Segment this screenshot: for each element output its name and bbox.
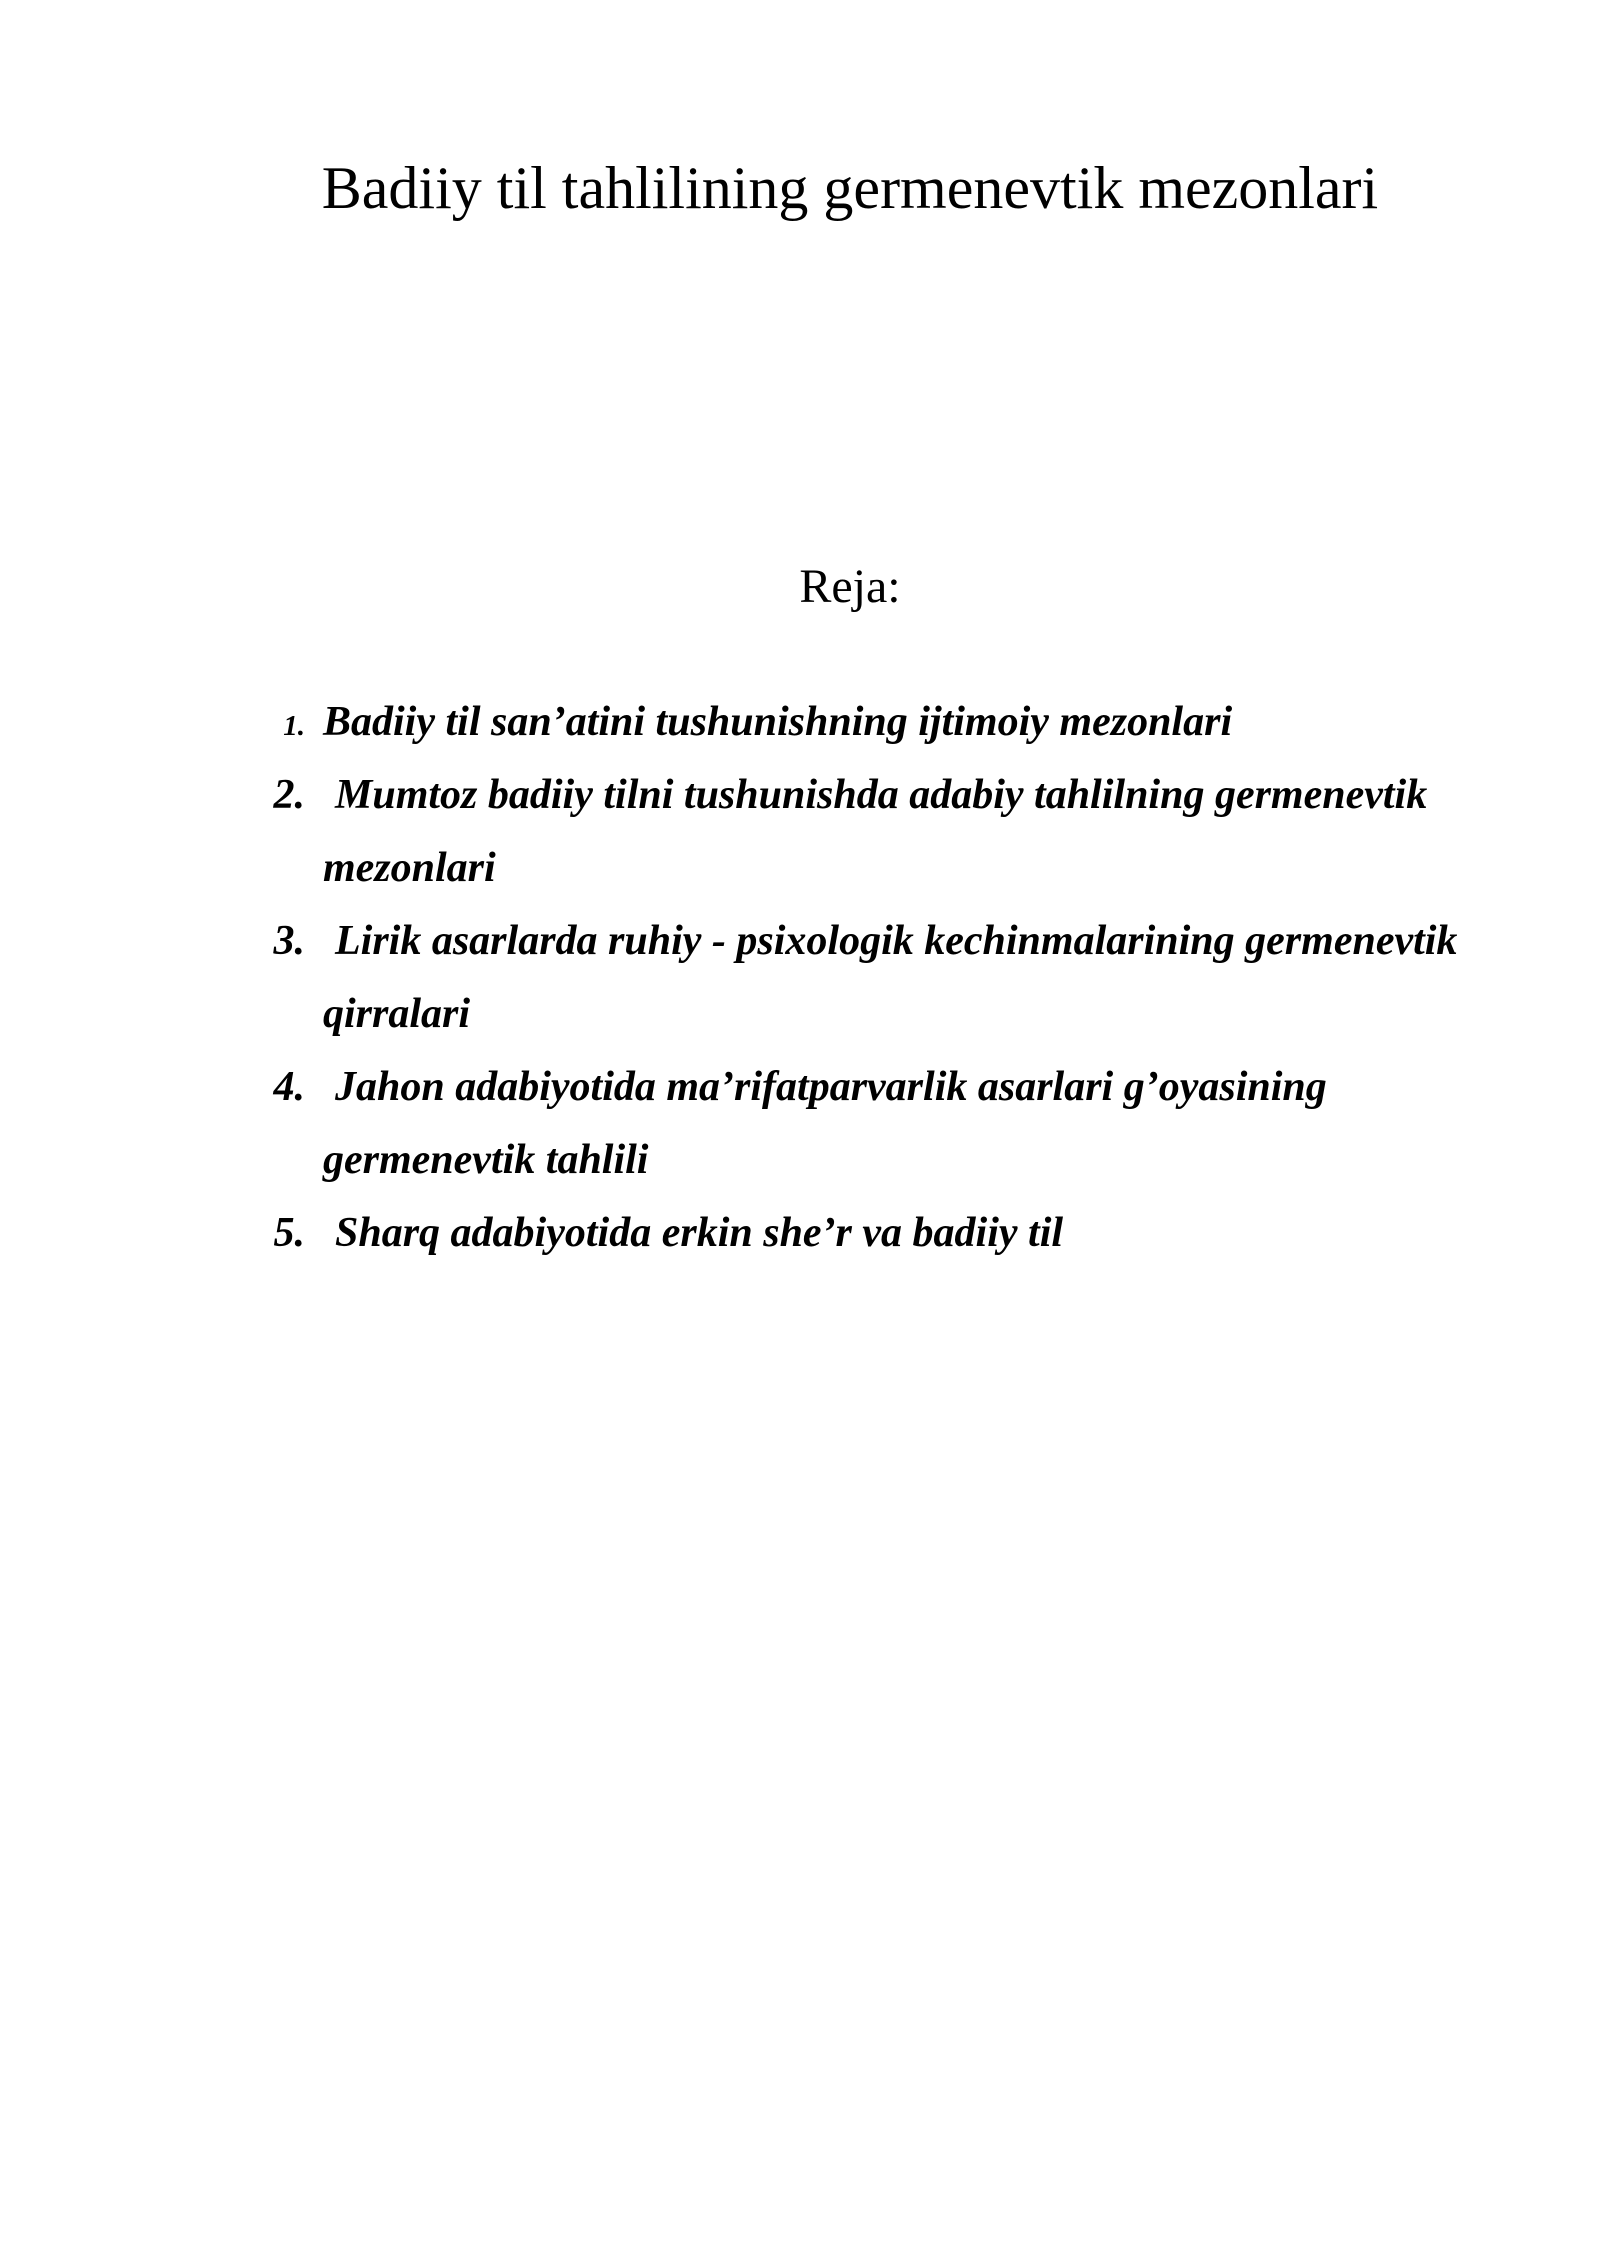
plan-item-text: Sharq adabiyotida erkin she’r va badiiy til — [335, 1210, 1064, 1256]
plan-item-number: 1. — [283, 710, 305, 742]
plan-item-number: 2. — [273, 772, 305, 818]
plan-item — [230, 1197, 1470, 1270]
plan-item-text: Mumtoz badiiy tilni tushunishda adabiy tahlilning germenevtik — [335, 772, 1428, 818]
plan-list — [230, 686, 1470, 1270]
plan-item — [230, 759, 1470, 905]
plan-item-text: mezonlari — [323, 845, 496, 891]
plan-item — [230, 905, 1470, 1051]
document-title: Badiiy til tahlilining germenevtik mezonlari — [321, 155, 1379, 221]
plan-item-text: qirralari — [323, 991, 471, 1037]
plan-item-number: 3. — [273, 918, 305, 964]
plan-item — [230, 686, 1470, 759]
plan-item — [230, 1051, 1470, 1197]
plan-item-text: Lirik asarlarda ruhiy - psixologik kechinmalarining germenevtik — [335, 918, 1458, 964]
plan-item-text: germenevtik tahlili — [323, 1137, 649, 1183]
plan-item-number: 5. — [273, 1210, 305, 1256]
plan-item-text: Jahon adabiyotida ma’rifatparvarlik asarlari g’oyasining — [335, 1064, 1327, 1110]
plan-item-text: Badiiy til san’atini tushunishning ijtimoiy mezonlari — [323, 699, 1233, 745]
plan-item-number: 4. — [273, 1064, 305, 1110]
plan-heading: Reja: — [799, 560, 901, 613]
